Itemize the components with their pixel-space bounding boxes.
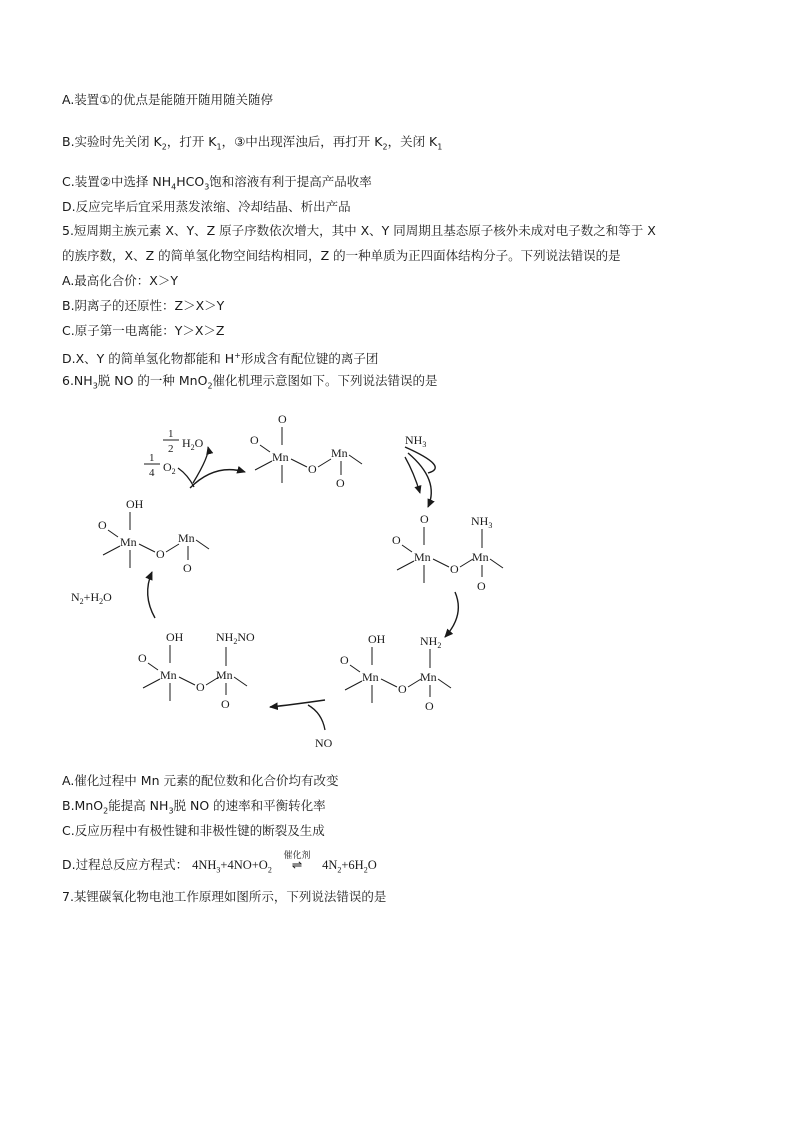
q5-option-b: B.阴离子的还原性：Z＞X＞Y [62, 298, 225, 313]
q4-option-d: D.反应完毕后宜采用蒸发浓缩、冷却结晶、析出产品 [62, 199, 351, 214]
q4-option-a: A.装置①的优点是能随开随用随关随停 [62, 92, 274, 107]
svg-text:Mn: Mn [160, 668, 177, 682]
svg-text:O: O [425, 699, 434, 713]
svg-text:O: O [398, 682, 407, 696]
svg-text:O: O [156, 547, 165, 561]
svg-text:O: O [138, 651, 147, 665]
q4-option-b: B.实验时先关闭 $K_2$，打开 $K_1$，③中出现浑浊后，再打开 $K_2$，关闭 $K_1$ [62, 134, 443, 152]
svg-text:Mn: Mn [420, 670, 437, 684]
n2-h2o-output-label: $N_2+H_2O$ [71, 590, 112, 606]
svg-text:O: O [420, 512, 429, 526]
catalyst-arrow: 催化剂 ⇌ [283, 851, 311, 872]
structure-right-upper [392, 512, 503, 593]
cycle-arrow-bottom [270, 700, 325, 707]
svg-text:Mn: Mn [362, 670, 379, 684]
catalytic-cycle-diagram [60, 405, 740, 760]
structure-left-upper [98, 497, 209, 575]
quarter-coefficient-num: 1 [149, 452, 155, 464]
svg-text:Mn: Mn [331, 446, 348, 460]
q5-stem-line1: 5.短周期主族元素 X、Y、Z 原子序数依次增大，其中 X、Y 同周期且基态原子核外未成对电子数之和等于 X [62, 223, 656, 238]
half-coefficient-num: 1 [168, 428, 174, 440]
q6-option-b: B.MnO$_2$能提高 $NH_3$脱 NO 的速率和平衡转化率 [62, 798, 326, 816]
nh3-input-label: $NH_3$ [405, 433, 427, 449]
q6-option-c: C.反应历程中有极性键和非极性键的断裂及生成 [62, 823, 325, 838]
q6-stem: $6.NH_3$脱 NO 的一种 MnO$_2$催化机理示意图如下。下列说法错误的是 [62, 373, 438, 391]
q5-option-c: C.原子第一电离能：Y＞X＞Z [62, 323, 225, 338]
svg-text:Mn: Mn [216, 668, 233, 682]
svg-text:Mn: Mn [120, 535, 137, 549]
svg-text:Mn: Mn [178, 531, 195, 545]
svg-text:O: O [221, 697, 230, 711]
svg-text:OH: OH [166, 630, 184, 644]
no-input-arrow [308, 705, 325, 730]
q6-option-a: A.催化过程中 Mn 元素的配位数和化合价均有改变 [62, 773, 339, 788]
structure-right-lower [340, 632, 451, 713]
no-input-label: NO [315, 736, 333, 750]
q4-option-c: C.装置②中选择 $NH_4HCO_3$饱和溶液有利于提高产品收率 [62, 174, 372, 192]
cycle-arrow-right-upper [408, 453, 431, 507]
h2o-output-label: $H_2O$ [182, 436, 204, 452]
q5-stem-line2: 的族序数，X、Z 的简单氢化物空间结构相同，Z 的一种单质为正四面体结构分子。下列说法错误的是 [62, 248, 621, 263]
svg-text:O: O [340, 653, 349, 667]
svg-text:NH3: $NH_3$ [471, 514, 493, 530]
svg-text:O: O [98, 518, 107, 532]
svg-text:Mn: Mn [272, 450, 289, 464]
svg-text:O: O [336, 476, 345, 490]
overall-equation: $4NH_3+4NO+O_2$ 催化剂 ⇌ $4N_2+6H_2O$ [192, 851, 377, 875]
svg-text:O: O [183, 561, 192, 575]
svg-text:OH: OH [368, 632, 386, 646]
svg-text:NH2: $NH_2$ [420, 634, 442, 650]
q6-option-d: D.过程总反应方程式： $4NH_3+4NO+O_2$ 催化剂 ⇌ $4N_2+6H_2O$ [62, 851, 377, 875]
svg-text:O: O [196, 680, 205, 694]
cycle-arrow-left-lower [148, 572, 155, 618]
quarter-coefficient-den: 4 [149, 467, 155, 479]
svg-text:O: O [477, 579, 486, 593]
q7-stem: 7.某锂碳氧化物电池工作原理如图所示，下列说法错误的是 [62, 889, 387, 904]
svg-text:O: O [250, 433, 259, 447]
cycle-arrow-top-left [190, 470, 245, 488]
structure-top [250, 412, 362, 490]
svg-text:NH2NO: $NH_2NO$ [216, 630, 255, 646]
svg-text:O: O [308, 462, 317, 476]
structure-left-lower [138, 630, 255, 711]
svg-text:Mn: Mn [414, 550, 431, 564]
half-coefficient-den: 2 [168, 443, 174, 455]
o2-input-label: $O_2$ [163, 460, 176, 476]
o2-input-arrow [178, 468, 194, 487]
cycle-arrow-right-lower [445, 592, 458, 637]
svg-text:O: O [450, 562, 459, 576]
h2o-output-arrow [193, 447, 208, 483]
q5-option-d: D.X、Y 的简单氢化物都能和 H+形成含有配位键的离子团 [62, 351, 379, 367]
svg-text:Mn: Mn [472, 550, 489, 564]
q5-option-a: A.最高化合价：X＞Y [62, 273, 179, 288]
svg-text:O: O [278, 412, 287, 426]
svg-text:O: O [392, 533, 401, 547]
svg-text:OH: OH [126, 497, 144, 511]
cycle-arrow-top-right [405, 447, 435, 473]
